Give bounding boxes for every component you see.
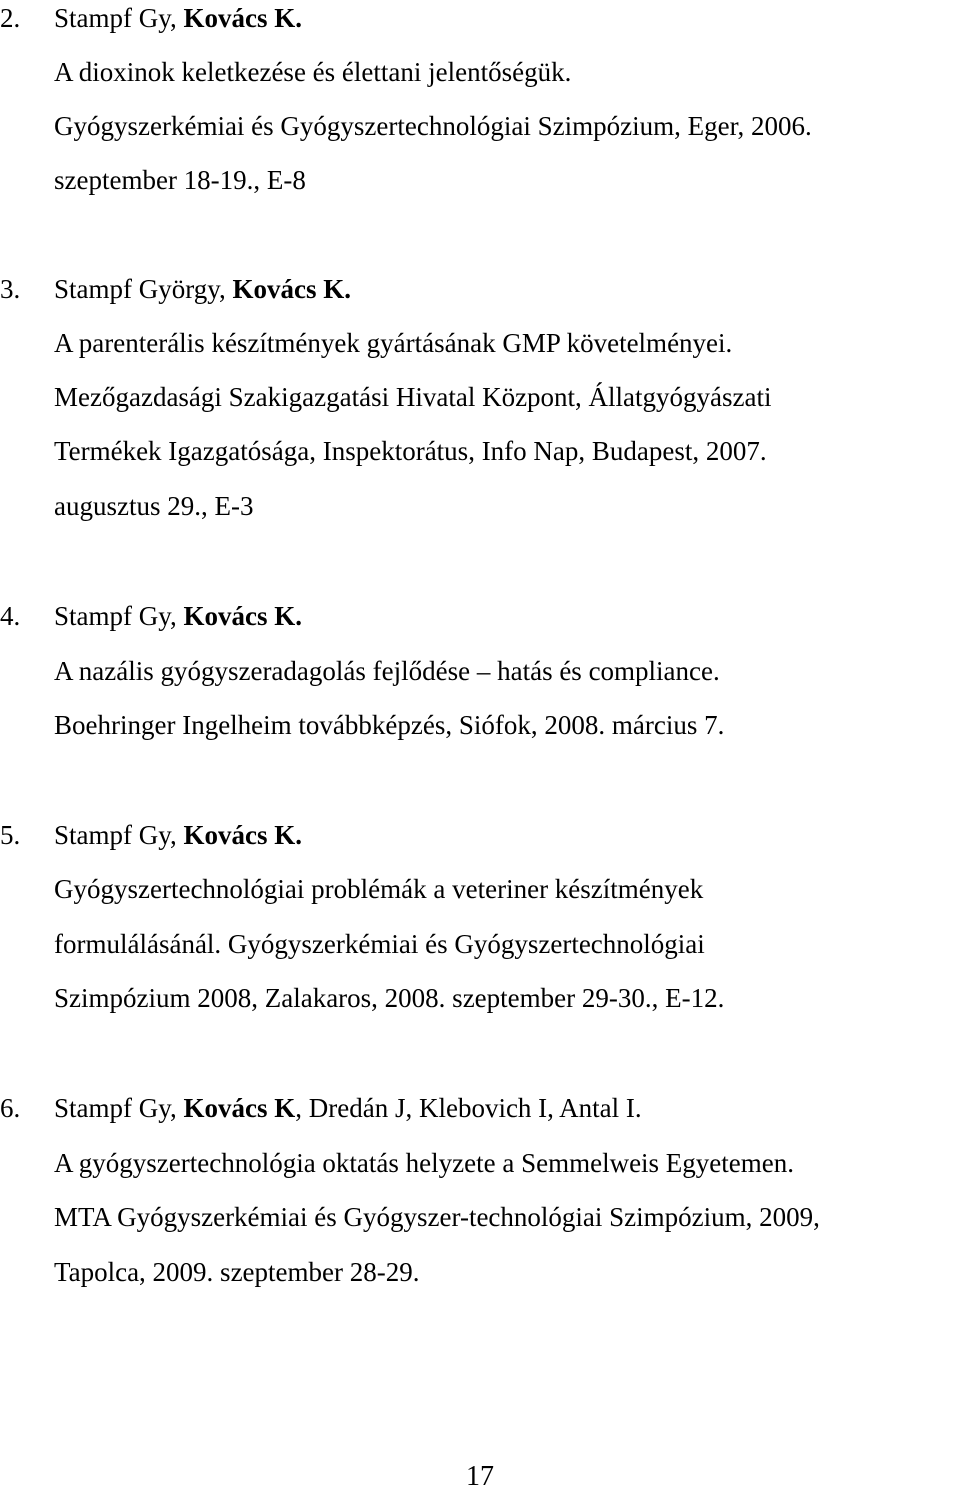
authors-after: , Dredán J, Klebovich I, Antal I. <box>295 1093 642 1123</box>
authors-plain: Stampf Gy, <box>54 820 184 850</box>
entry-authors <box>54 1092 642 1124</box>
authors-plain: Stampf Gy, <box>54 1093 184 1123</box>
authors-plain: Stampf György, <box>54 274 233 304</box>
entry-number: 3. <box>0 274 21 304</box>
entry-line: A parenterális készítmények gyártásának GMP követelményei. <box>54 328 733 358</box>
entry-line: A dioxinok keletkezése és élettani jelentőségük. <box>54 57 572 87</box>
entry-line: Szimpózium 2008, Zalakaros, 2008. szeptember 29-30., E-12. <box>54 983 725 1013</box>
entry-line: szeptember 18-19., E-8 <box>54 165 306 195</box>
entry-line: A gyógyszertechnológia oktatás helyzete a Semmelweis Egyetemen. <box>54 1148 795 1178</box>
entry-number: 6. <box>0 1093 21 1123</box>
authors-plain: Stampf Gy, <box>54 3 184 33</box>
entry-line: Gyógyszerkémiai és Gyógyszertechnológiai Szimpózium, Eger, 2006. <box>54 111 812 141</box>
page-number: 17 <box>466 1461 494 1492</box>
entry-number: 5. <box>0 820 21 850</box>
authors-bold: Kovács K. <box>183 601 302 631</box>
entry-line: Termékek Igazgatósága, Inspektorátus, Info Nap, Budapest, 2007. <box>54 436 767 466</box>
entry-authors <box>54 819 302 851</box>
authors-bold: Kovács K. <box>183 820 302 850</box>
entry-line: Mezőgazdasági Szakigazgatási Hivatal Központ, Állatgyógyászati <box>54 382 772 412</box>
authors-bold: Kovács K. <box>183 3 302 33</box>
entry-line: Boehringer Ingelheim továbbképzés, Siófok, 2008. március 7. <box>54 710 725 740</box>
authors-bold: Kovács K. <box>232 274 351 304</box>
entry-line: augusztus 29., E-3 <box>54 491 254 521</box>
entry-line: Gyógyszertechnológiai problémák a veteriner készítmények <box>54 874 704 904</box>
authors-plain: Stampf Gy, <box>54 601 184 631</box>
entry-line: A nazális gyógyszeradagolás fejlődése – hatás és compliance. <box>54 656 720 686</box>
entry-number: 2. <box>0 3 21 33</box>
entry-authors <box>54 600 302 632</box>
entry-authors <box>54 273 351 305</box>
entry-line: MTA Gyógyszerkémiai és Gyógyszer-technológiai Szimpózium, 2009, <box>54 1202 820 1232</box>
entry-number: 4. <box>0 601 21 631</box>
entry-authors <box>54 2 302 34</box>
entry-line: formulálásánál. Gyógyszerkémiai és Gyógyszertechnológiai <box>54 929 705 959</box>
authors-bold: Kovács K <box>183 1093 296 1123</box>
entry-line: Tapolca, 2009. szeptember 28-29. <box>54 1257 420 1287</box>
